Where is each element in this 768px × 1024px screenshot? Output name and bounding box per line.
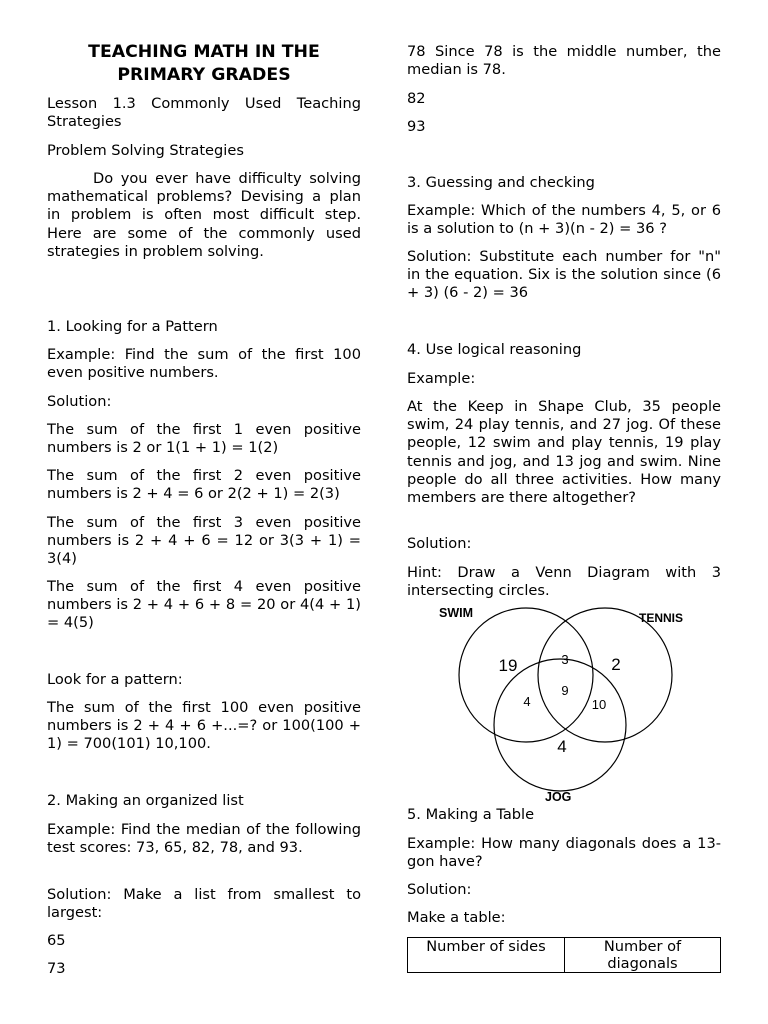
tennis-only-value: 2: [611, 655, 621, 674]
s2-solution: Solution: Make a list from smallest to largest:: [47, 886, 361, 922]
s3-heading: 3. Guessing and checking: [407, 174, 595, 191]
s5-heading: 5. Making a Table: [407, 806, 535, 823]
list-item: 65: [47, 932, 66, 949]
table-row: [408, 938, 721, 973]
s3-example: Example: Which of the numbers 4, 5, or 6 is a solution to (n + 3)(n - 2) = 36 ?: [407, 202, 721, 238]
list-item: 82: [407, 90, 426, 107]
lesson-title: Lesson 1.3 Commonly Used Teaching Strategies: [47, 95, 361, 131]
s4-example: Example:: [407, 370, 476, 387]
all-three-value: 9: [561, 683, 569, 698]
list-item: 93: [407, 118, 426, 135]
s5-make: Make a table:: [407, 909, 506, 926]
s5-example: Example: How many diagonals does a 13-gon have?: [407, 835, 721, 871]
jog-only-value: 4: [557, 737, 567, 756]
s5-solution: Solution:: [407, 881, 472, 898]
s1-line: The sum of the first 2 even positive numbers is 2 + 4 = 6 or 2(2 + 1) = 2(3): [47, 467, 361, 503]
s4-problem: At the Keep in Shape Club, 35 people swim, 24 play tennis, and 27 jog. Of these people, 12 swim and play tennis, 19 play tennis and jog, and 13 jog and swim. Nine people do all three activities. How many members are there altogether?: [407, 398, 721, 507]
s2-continuation: 78 Since 78 is the middle number, the median is 78.: [407, 43, 721, 79]
venn-diagram: [408, 602, 724, 808]
intro-paragraph: Do you ever have difficulty solving mathematical problems? Devising a plan in problem is often most difficult step. Here are some of the commonly used strategies in problem solving.: [47, 170, 361, 260]
s1-line: The sum of the first 3 even positive numbers is 2 + 4 + 6 = 12 or 3(3 + 1) = 3(4): [47, 514, 361, 568]
diagonals-table: [407, 937, 721, 973]
swim-only-value: 19: [498, 656, 518, 675]
s1-example: Example: Find the sum of the first 100 even positive numbers.: [47, 346, 361, 382]
jog-label: JOG: [545, 790, 572, 804]
swim-label: SWIM: [439, 606, 474, 620]
s4-hint: Hint: Draw a Venn Diagram with 3 intersecting circles.: [407, 564, 721, 600]
s4-solution: Solution:: [407, 535, 472, 552]
s1-line: The sum of the first 4 even positive numbers is 2 + 4 + 6 + 8 = 20 or 4(4 + 1) = 4(5): [47, 578, 361, 632]
s1-heading: 1. Looking for a Pattern: [47, 318, 218, 335]
s4-heading: 4. Use logical reasoning: [407, 341, 582, 358]
list-item: 73: [47, 960, 66, 977]
section-heading: Problem Solving Strategies: [47, 142, 244, 159]
s2-example: Example: Find the median of the following test scores: 73, 65, 82, 78, and 93.: [47, 821, 361, 857]
s1-look: Look for a pattern:: [47, 671, 183, 688]
s2-heading: 2. Making an organized list: [47, 792, 244, 809]
table-header-sides: Number of sides: [408, 938, 565, 973]
s1-solution: Solution:: [47, 393, 112, 410]
swim-circle: [459, 608, 593, 742]
swim-jog-value: 4: [523, 694, 531, 709]
tennis-label: TENNIS: [639, 611, 684, 625]
swim-tennis-value: 3: [561, 652, 569, 667]
s1-line: The sum of the first 1 even positive numbers is 2 or 1(1 + 1) = 1(2): [47, 421, 361, 457]
s1-result: The sum of the first 100 even positive numbers is 2 + 4 + 6 +...=? or 100(100 + 1) = 700(101) 10,100.: [47, 699, 361, 753]
tennis-jog-value: 10: [591, 697, 607, 712]
page-title: TEACHING MATH IN THE PRIMARY GRADES: [88, 42, 320, 85]
table-header-diagonals: Number of diagonals: [565, 938, 721, 973]
s3-solution: Solution: Substitute each number for "n" in the equation. Six is the solution since (6 + 3) (6 - 2) = 36: [407, 248, 721, 302]
tennis-circle: [538, 608, 672, 742]
